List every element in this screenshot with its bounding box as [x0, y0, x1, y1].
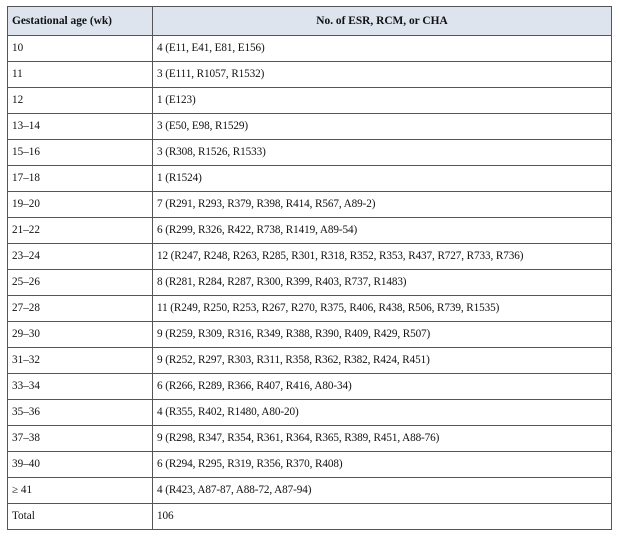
header-row: [8, 7, 612, 36]
count-cell: 6 (R299, R326, R422, R738, R1419, A89-54): [153, 218, 612, 244]
table-row: [8, 426, 612, 452]
age-cell: 19–20: [8, 192, 153, 218]
table-header: [8, 7, 612, 36]
gestational-age-table: [7, 6, 612, 530]
age-cell: 31–32: [8, 348, 153, 374]
count-cell: 12 (R247, R248, R263, R285, R301, R318, R352, R353, R437, R727, R733, R736): [153, 244, 612, 270]
table-row: [8, 36, 612, 62]
table-row: [8, 322, 612, 348]
count-cell: 4 (R355, R402, R1480, A80-20): [153, 400, 612, 426]
count-cell: 9 (R259, R309, R316, R349, R388, R390, R409, R429, R507): [153, 322, 612, 348]
count-cell: 3 (R308, R1526, R1533): [153, 140, 612, 166]
total-row: [8, 504, 612, 530]
header-count-list: No. of ESR, RCM, or CHA: [153, 7, 612, 36]
total-value-cell: 106: [153, 504, 612, 530]
age-cell: 13–14: [8, 114, 153, 140]
count-cell: 3 (E50, E98, R1529): [153, 114, 612, 140]
count-cell: 6 (R266, R289, R366, R407, R416, A80-34): [153, 374, 612, 400]
table-row: [8, 192, 612, 218]
table-row: [8, 374, 612, 400]
age-cell: 27–28: [8, 296, 153, 322]
age-cell: 39–40: [8, 452, 153, 478]
table-row: [8, 452, 612, 478]
age-cell: 33–34: [8, 374, 153, 400]
table-row: [8, 348, 612, 374]
age-cell: 23–24: [8, 244, 153, 270]
count-cell: 11 (R249, R250, R253, R267, R270, R375, R406, R438, R506, R739, R1535): [153, 296, 612, 322]
count-cell: 1 (R1524): [153, 166, 612, 192]
count-cell: 9 (R252, R297, R303, R311, R358, R362, R382, R424, R451): [153, 348, 612, 374]
table-row: [8, 400, 612, 426]
age-cell: 21–22: [8, 218, 153, 244]
age-cell: 35–36: [8, 400, 153, 426]
table-row: [8, 270, 612, 296]
age-cell: 12: [8, 88, 153, 114]
table-row: [8, 478, 612, 504]
age-cell: 17–18: [8, 166, 153, 192]
count-cell: 7 (R291, R293, R379, R398, R414, R567, A89-2): [153, 192, 612, 218]
age-cell: 29–30: [8, 322, 153, 348]
age-cell: 37–38: [8, 426, 153, 452]
count-cell: 4 (R423, A87-87, A88-72, A87-94): [153, 478, 612, 504]
age-cell: 15–16: [8, 140, 153, 166]
count-cell: 6 (R294, R295, R319, R356, R370, R408): [153, 452, 612, 478]
age-cell: 11: [8, 62, 153, 88]
table-row: [8, 218, 612, 244]
total-label-cell: Total: [8, 504, 153, 530]
table-row: [8, 166, 612, 192]
table-row: [8, 140, 612, 166]
age-cell: 10: [8, 36, 153, 62]
table-body: [8, 36, 612, 530]
table-row: [8, 244, 612, 270]
count-cell: 3 (E111, R1057, R1532): [153, 62, 612, 88]
age-cell: 25–26: [8, 270, 153, 296]
table-row: [8, 114, 612, 140]
age-cell: ≥ 41: [8, 478, 153, 504]
count-cell: 9 (R298, R347, R354, R361, R364, R365, R389, R451, A88-76): [153, 426, 612, 452]
table-row: [8, 62, 612, 88]
count-cell: 1 (E123): [153, 88, 612, 114]
table-row: [8, 296, 612, 322]
header-gestational-age: Gestational age (wk): [8, 7, 153, 36]
table-row: [8, 88, 612, 114]
count-cell: 4 (E11, E41, E81, E156): [153, 36, 612, 62]
data-table-container: [7, 6, 612, 530]
count-cell: 8 (R281, R284, R287, R300, R399, R403, R737, R1483): [153, 270, 612, 296]
